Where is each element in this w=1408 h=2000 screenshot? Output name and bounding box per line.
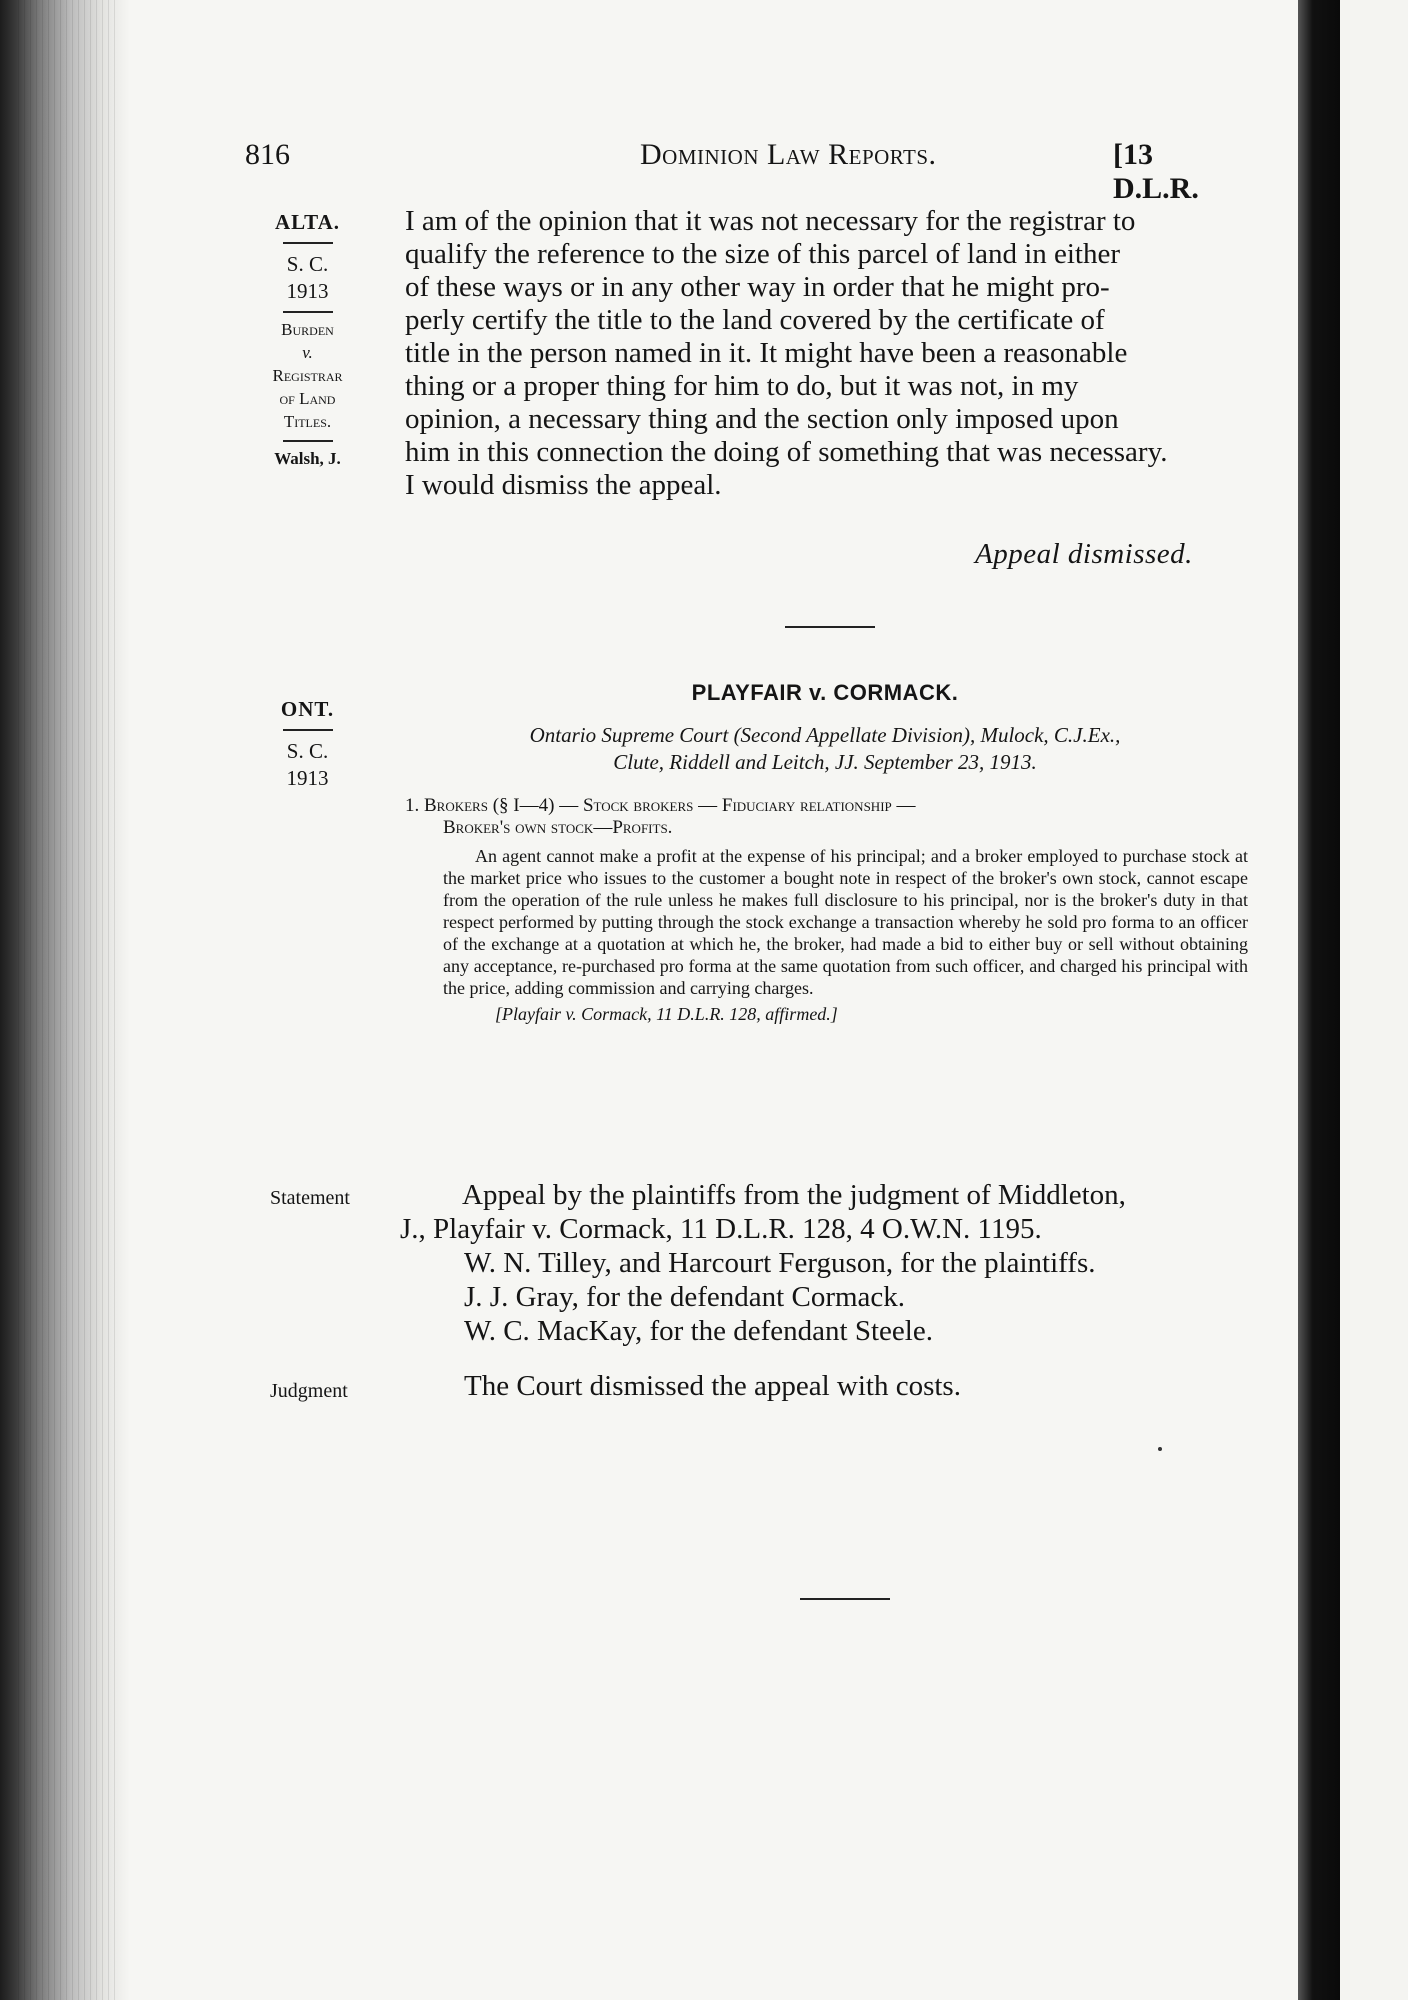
ink-speck [1158, 1447, 1162, 1451]
margin-rule [283, 440, 333, 442]
case-title: PLAYFAIR v. CORMACK. [691, 680, 959, 705]
opinion-line: I am of the opinion that it was not necessary for the registrar to [405, 205, 1136, 237]
province-label: ALTA. [274, 210, 341, 234]
opinion-line: of these ways or in any other way in order that he might pro- [405, 271, 1110, 303]
headnote-title: 1. Brokers (§ I—4) — Stock brokers — Fiduciary relationship — [405, 795, 916, 816]
margin-note-ont [245, 695, 370, 792]
year-label: 1913 [286, 278, 329, 303]
opinion-line: I would dismiss the appeal. [405, 469, 722, 501]
court-label: S. C. [286, 739, 329, 764]
margin-rule [283, 242, 333, 244]
statement-paragraph [400, 1178, 1252, 1348]
opinion-line: perly certify the title to the land covered by the certificate of [405, 304, 1105, 336]
court-line: Ontario Supreme Court (Second Appellate Division), Mulock, C.J.Ex., [529, 723, 1121, 747]
year-label: 1913 [286, 765, 329, 790]
opinion-line: title in the person named in it. It might have been a reasonable [405, 337, 1128, 369]
court-label: S. C. [286, 252, 329, 277]
case-name-line: v. [302, 342, 313, 362]
headnote-reference: [Playfair v. Cormack, 11 D.L.R. 128, affirmed.] [495, 1004, 838, 1024]
statement-line: Appeal by the plaintiffs from the judgment of Middleton, [462, 1179, 1126, 1211]
facing-page-fragment [1340, 0, 1408, 2000]
running-title: Dominion Law Reports. [640, 138, 937, 171]
margin-note-alta [245, 208, 370, 471]
case-name-line: Titles. [283, 411, 332, 431]
statement-line: J., Playfair v. Cormack, 11 D.L.R. 128, 4 O.W.N. 1195. [400, 1213, 1042, 1245]
judgment-text: The Court dismissed the appeal with costs. [464, 1370, 961, 1402]
disposition: Appeal dismissed. [975, 538, 1193, 570]
judge-label: Walsh, J. [274, 448, 341, 468]
headnote-body: An agent cannot make a profit at the expense of his principal; and a broker employed to purchase stock at the market price who issues to the customer a bought note in respect of the broker's own stock, cannot escape from the operation of the rule unless he makes full disclosure to his principal, nor is the broker's duty in that respect performed by putting through the stock exchange a transaction whereby he sold pro forma to an officer of the exchange at a quotation at which he, the broker, had made a bid to either buy or sell without obtaining any acceptance, re-purchased pro forma at the same quotation from such officer, and charged his principal with the price, adding commission and carrying charges. [443, 846, 1248, 998]
province-label: ONT. [280, 697, 335, 721]
counsel-line: W. N. Tilley, and Harcourt Ferguson, for the plaintiffs. [464, 1247, 1096, 1279]
volume-reference: [13 D.L.R. [1113, 138, 1199, 205]
case-name-line: Burden [281, 320, 334, 340]
margin-rule [283, 729, 333, 731]
page-number: 816 [245, 138, 290, 171]
headnote [405, 795, 1250, 1025]
judgment-label: Judgment [270, 1380, 348, 1402]
headnote-title: Broker's own stock—Profits. [443, 817, 673, 838]
running-header [245, 138, 1245, 205]
opinion-line: qualify the reference to the size of this parcel of land in either [405, 238, 1121, 270]
book-gutter [1298, 0, 1340, 2000]
statement-label: Statement [270, 1187, 350, 1209]
counsel-line: J. J. Gray, for the defendant Cormack. [464, 1281, 906, 1313]
case-name-line: Registrar [272, 365, 343, 385]
opinion-line: him in this connection the doing of something that was necessary. [405, 436, 1168, 468]
page-edge-lines [18, 0, 118, 2000]
end-separator [800, 1598, 890, 1600]
opinion-line: opinion, a necessary thing and the section only imposed upon [405, 403, 1119, 435]
counsel-line: W. C. MacKay, for the defendant Steele. [464, 1315, 933, 1347]
margin-rule [283, 311, 333, 313]
court-line: Clute, Riddell and Leitch, JJ. September 23, 1913. [613, 750, 1037, 774]
opinion-paragraph [405, 205, 1245, 502]
opinion-line: thing or a proper thing for him to do, but it was not, in my [405, 370, 1079, 402]
court-citation [405, 722, 1245, 776]
section-separator [785, 626, 875, 628]
case-name-line: of Land [279, 388, 336, 408]
